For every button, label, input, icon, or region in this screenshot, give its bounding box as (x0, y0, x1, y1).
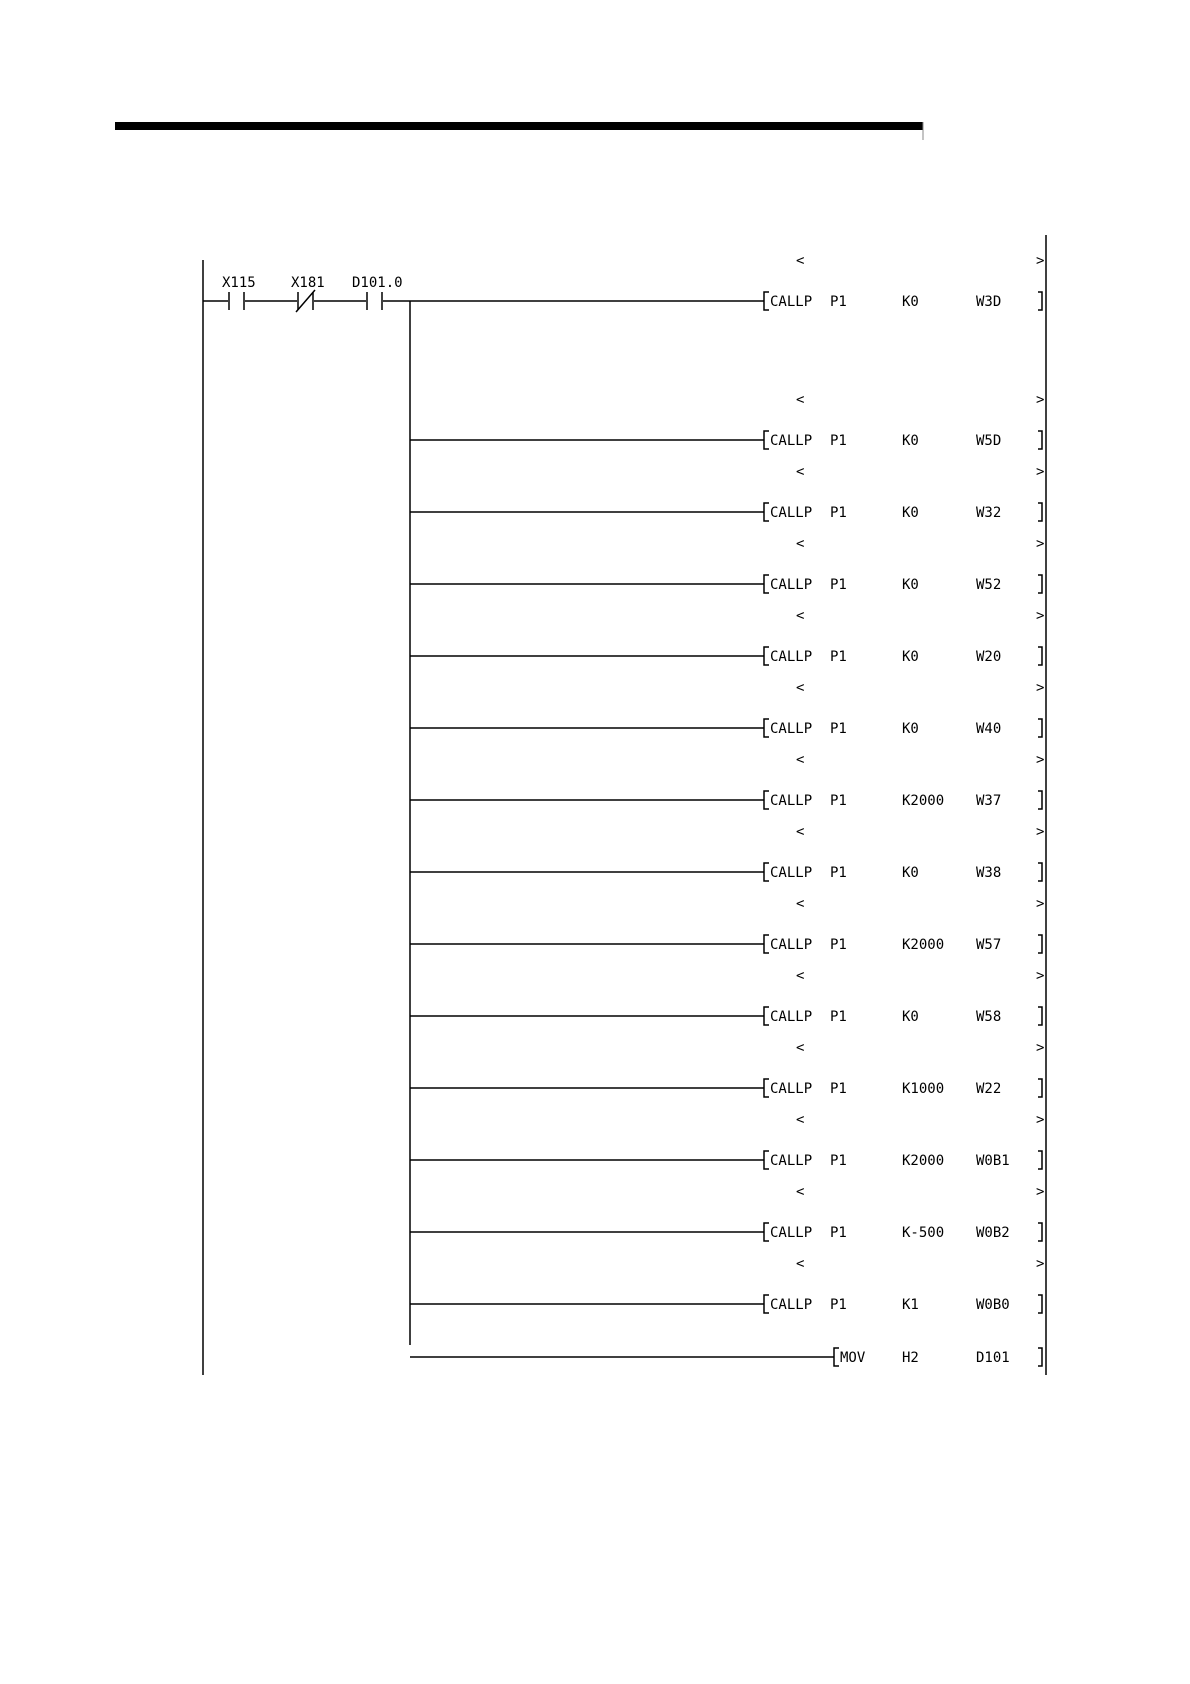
instruction-close-bracket (1038, 1079, 1042, 1097)
instruction-arg: P1 (830, 294, 847, 310)
comment-open-bracket: < (796, 464, 805, 480)
contact-rung (203, 275, 410, 312)
comment-close-bracket: > (1036, 464, 1045, 480)
rung-4 (410, 536, 1044, 593)
instruction-arg: K0 (902, 649, 919, 665)
comment-close-bracket: > (1036, 1256, 1045, 1272)
comment-close-bracket: > (1036, 896, 1045, 912)
instruction-close-bracket (1038, 935, 1042, 953)
instruction-open-bracket (764, 935, 769, 953)
instruction-arg: P1 (830, 793, 847, 809)
rung-12 (410, 1112, 1044, 1169)
instruction-arg: W38 (976, 865, 1002, 881)
instruction-op: CALLP (770, 1009, 813, 1025)
instruction-arg: W0B1 (976, 1153, 1010, 1169)
comment-close-bracket: > (1036, 968, 1045, 984)
rung-7 (410, 752, 1044, 809)
instruction-close-bracket (1038, 292, 1042, 310)
instruction-open-bracket (764, 719, 769, 737)
comment-open-bracket: < (796, 1112, 805, 1128)
instruction-arg: P1 (830, 1225, 847, 1241)
instruction-open-bracket (764, 1223, 769, 1241)
contact-label-d101-0: D101.0 (352, 275, 403, 291)
instruction-arg: W0B2 (976, 1225, 1010, 1241)
instruction-arg: P1 (830, 1297, 847, 1313)
instruction-open-bracket (764, 647, 769, 665)
instruction-arg: W58 (976, 1009, 1002, 1025)
instruction-arg: W3D (976, 294, 1002, 310)
contact-d101-0 (352, 275, 403, 310)
instruction-arg: K-500 (902, 1225, 945, 1241)
comment-close-bracket: > (1036, 392, 1045, 408)
instruction-open-bracket (764, 1007, 769, 1025)
comment-close-bracket: > (1036, 824, 1045, 840)
instruction-arg: K2000 (902, 793, 945, 809)
rung-13 (410, 1184, 1044, 1241)
comment-open-bracket: < (796, 1040, 805, 1056)
comment-open-bracket: < (796, 1256, 805, 1272)
instruction-open-bracket (764, 1295, 769, 1313)
rung-6 (410, 680, 1044, 737)
comment-close-bracket: > (1036, 253, 1045, 269)
comment-open-bracket: < (796, 608, 805, 624)
instruction-close-bracket (1038, 575, 1042, 593)
instruction-arg: P1 (830, 1009, 847, 1025)
instruction-op: CALLP (770, 1081, 813, 1097)
instruction-close-bracket (1038, 1295, 1042, 1313)
instruction-arg: P1 (830, 1153, 847, 1169)
instruction-open-bracket (764, 863, 769, 881)
rung-15 (410, 1348, 1042, 1366)
rung-5 (410, 608, 1044, 665)
comment-close-bracket: > (1036, 1040, 1045, 1056)
instruction-op: CALLP (770, 793, 813, 809)
instruction-arg: P1 (830, 865, 847, 881)
contact-label-x181: X181 (291, 275, 325, 291)
contact-x181 (291, 275, 325, 312)
rung-2 (410, 392, 1044, 449)
comment-close-bracket: > (1036, 536, 1045, 552)
comment-open-bracket: < (796, 392, 805, 408)
instruction-close-bracket (1038, 791, 1042, 809)
rung-3 (410, 464, 1044, 521)
comment-open-bracket: < (796, 968, 805, 984)
instruction-arg: P1 (830, 937, 847, 953)
instruction-close-bracket (1038, 1151, 1042, 1169)
instruction-arg: H2 (902, 1350, 919, 1366)
instruction-arg: K0 (902, 1009, 919, 1025)
instruction-arg: P1 (830, 649, 847, 665)
instruction-open-bracket (764, 292, 769, 310)
comment-close-bracket: > (1036, 752, 1045, 768)
instruction-open-bracket (764, 791, 769, 809)
instruction-open-bracket (834, 1348, 839, 1366)
contact-label-x115: X115 (222, 275, 256, 291)
header-rule (115, 122, 923, 130)
instruction-arg: W37 (976, 793, 1002, 809)
instruction-close-bracket (1038, 1223, 1042, 1241)
instruction-op: CALLP (770, 721, 813, 737)
instruction-arg: W0B0 (976, 1297, 1010, 1313)
instruction-arg: W32 (976, 505, 1002, 521)
comment-close-bracket: > (1036, 1184, 1045, 1200)
rung-10 (410, 968, 1044, 1025)
instruction-arg: K0 (902, 721, 919, 737)
comment-open-bracket: < (796, 824, 805, 840)
comment-open-bracket: < (796, 536, 805, 552)
instruction-arg: K0 (902, 505, 919, 521)
instruction-op: CALLP (770, 577, 813, 593)
instruction-arg: K0 (902, 577, 919, 593)
instruction-arg: W57 (976, 937, 1002, 953)
rung-11 (410, 1040, 1044, 1097)
instruction-close-bracket (1038, 863, 1042, 881)
instruction-op: CALLP (770, 865, 813, 881)
instruction-arg: W52 (976, 577, 1002, 593)
instruction-arg: W5D (976, 433, 1002, 449)
instruction-arg: W22 (976, 1081, 1002, 1097)
comment-close-bracket: > (1036, 680, 1045, 696)
instruction-close-bracket (1038, 503, 1042, 521)
rung-1 (410, 253, 1044, 310)
instruction-op: CALLP (770, 1153, 813, 1169)
instruction-op: CALLP (770, 1225, 813, 1241)
comment-open-bracket: < (796, 253, 805, 269)
instruction-arg: P1 (830, 1081, 847, 1097)
instruction-arg: P1 (830, 433, 847, 449)
instruction-arg: K1 (902, 1297, 919, 1313)
comment-close-bracket: > (1036, 608, 1045, 624)
instruction-arg: K0 (902, 294, 919, 310)
instruction-arg: K2000 (902, 937, 945, 953)
contact-x115 (222, 275, 256, 310)
instruction-close-bracket (1038, 647, 1042, 665)
rung-8 (410, 824, 1044, 881)
instruction-arg: K0 (902, 865, 919, 881)
instruction-arg: P1 (830, 505, 847, 521)
comment-open-bracket: < (796, 680, 805, 696)
instruction-open-bracket (764, 575, 769, 593)
instruction-op: CALLP (770, 294, 813, 310)
comment-open-bracket: < (796, 752, 805, 768)
instruction-arg: P1 (830, 577, 847, 593)
instruction-arg: W20 (976, 649, 1002, 665)
instruction-open-bracket (764, 431, 769, 449)
rung-14 (410, 1256, 1044, 1313)
instruction-arg: W40 (976, 721, 1002, 737)
instruction-open-bracket (764, 503, 769, 521)
instruction-close-bracket (1038, 1007, 1042, 1025)
instruction-op: CALLP (770, 505, 813, 521)
comment-close-bracket: > (1036, 1112, 1045, 1128)
instruction-op: CALLP (770, 433, 813, 449)
rung-9 (410, 896, 1044, 953)
instruction-arg: K1000 (902, 1081, 945, 1097)
instruction-rungs (410, 253, 1044, 1366)
instruction-op: MOV (840, 1350, 866, 1366)
instruction-open-bracket (764, 1079, 769, 1097)
instruction-op: CALLP (770, 1297, 813, 1313)
comment-open-bracket: < (796, 1184, 805, 1200)
instruction-arg: K2000 (902, 1153, 945, 1169)
comment-open-bracket: < (796, 896, 805, 912)
instruction-arg: K0 (902, 433, 919, 449)
instruction-close-bracket (1038, 719, 1042, 737)
instruction-close-bracket (1038, 431, 1042, 449)
instruction-open-bracket (764, 1151, 769, 1169)
instruction-arg: D101 (976, 1350, 1010, 1366)
instruction-arg: P1 (830, 721, 847, 737)
instruction-op: CALLP (770, 649, 813, 665)
instruction-close-bracket (1038, 1348, 1042, 1366)
instruction-op: CALLP (770, 937, 813, 953)
